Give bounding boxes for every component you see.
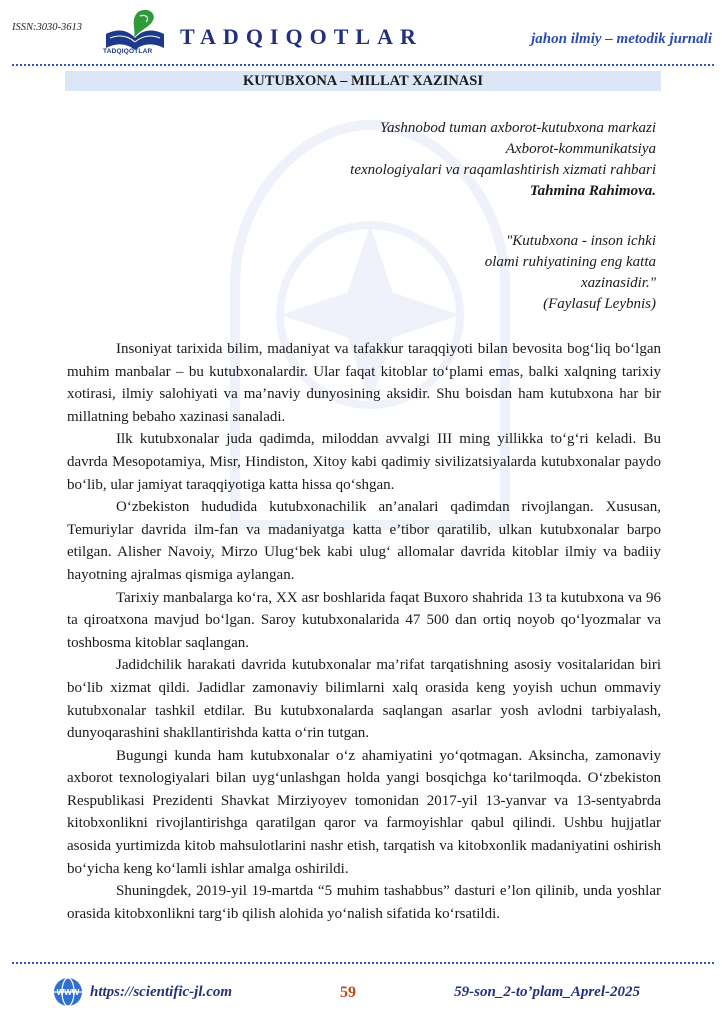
footer-divider xyxy=(12,962,714,964)
issn: ISSN:3030-3613 xyxy=(12,22,82,33)
quote-attribution: (Faylasuf Leybnis) xyxy=(543,296,656,312)
article-body xyxy=(67,338,661,925)
logo-text: TADQIQOTLAR xyxy=(103,48,153,55)
issue-info: 59-son_2-to’plam_Aprel-2025 xyxy=(454,984,640,1000)
journal-name: TADQIQOTLAR xyxy=(180,24,423,49)
paragraph: Ilk kutubxonalar juda qadimda, miloddan avvalgi III ming yillikka to‘g‘ri keladi. Bu davrda Mesopotamiya, Misr, Hindiston, Xitoy kabi qadimiy sivilizatsiyalarda kutubxonalar paydo bo‘lib, ular jamiyat taraqqiyotiga katta hissa qo‘shgan. xyxy=(67,431,661,493)
author-name: Tahmina Rahimova. xyxy=(529,183,656,199)
epigraph-quote xyxy=(485,231,656,315)
author-line: Yashnobod tuman axborot-kutubxona markazi xyxy=(380,120,656,136)
author-line: Axborot-kommunikatsiya xyxy=(505,141,656,157)
globe-label: WWW xyxy=(56,988,80,997)
paragraph: Jadidchilik harakati davrida kutubxonalar ma’rifat tarqatishning asosiy vositalaridan biri bo‘lib xizmat qildi. Jadidlar zamonaviy bilimlarni xalq orasida keng yoyish uchun ommaviy kutubxonalar tashkil etdilar. Bu kutubxonalarda saqlangan asarlar yosh avlodni tarbiyalash, dunyoqarashini shakllantirishda katta o‘rin tutgan. xyxy=(67,657,661,742)
journal-url-link[interactable]: https://scientific-jl.com xyxy=(90,984,233,1000)
page-header xyxy=(0,0,726,66)
paragraph: Bugungi kunda ham kutubxonalar o‘z ahamiyatini yo‘qotmagan. Aksincha, zamonaviy axborot texnologiyalari bilan uyg‘unlashgan holda yangi bosqichga ko‘tarilmoqda. O‘zbekiston Respublikasi Prezidenti Shavkat Mirziyoyev tomonidan 2017-yil 13-yanvar va 13-sentyabrda kitobxonlikni rivojlantirishga qaratilgan qaror va farmoyishlar qabul qilindi. Ushbu hujjatlar asosida yurtimizda kitob mahsulotlarini nashr etish, tarqatish va kitobxonlik madaniyatini oshirish bo‘yicha keng ko‘lamli ishlar amalga oshirildi. xyxy=(67,747,661,877)
paragraph: Tarixiy manbalarga ko‘ra, XX asr boshlarida faqat Buxoro shahrida 13 ta kutubxona va 96 ta qiroatxona mavjud bo‘lgan. Saroy kutubxonalarida 47 500 dan ortiq noyob qo‘lyozmalar va toshbosma kitoblar saqlangan. xyxy=(67,589,661,651)
paragraph: Insoniyat tarixida bilim, madaniyat va tafakkur taraqqiyoti bilan bevosita bog‘liq bo‘lgan muhim manbalar – bu kutubxonalardir. Ular faqat kitoblar to‘plami emas, balki xalqning tarixiy xotirasi, ilmiy salohiyati va ma’naviy dunyosining aksidir. Shu boisdan ham kutubxona har bir millatning bebaho xazinasi sanaladi. xyxy=(67,341,661,425)
article-title: KUTUBXONA – MILLAT XAZINASI xyxy=(65,71,661,91)
quote-line: xazinasidir." xyxy=(580,275,656,291)
page-number: 59 xyxy=(340,984,356,1001)
author-line: texnologiyalari va raqamlashtirish xizmati rahbari xyxy=(350,162,656,178)
quote-line: "Kutubxona - inson ichki xyxy=(505,233,656,249)
paragraph: O‘zbekiston hududida kutubxonachilik an’analari qadimdan rivojlangan. Xususan, Temuriylar davrida ilm-fan va madaniyatga katta e’tibor qaratilib, ulkan kutubxonalar barpo etilgan. Alisher Navoiy, Mirzo Ulug‘bek kabi ulug‘ allomalar davrida kitoblar ilmiy va badiiy hayotning ajralmas qismiga aylangan. xyxy=(67,499,661,583)
quote-line: olami ruhiyatining eng katta xyxy=(484,254,656,270)
author-block xyxy=(350,118,656,202)
globe-icon xyxy=(52,976,84,1008)
journal-subtitle: jahon ilmiy – metodik jurnali xyxy=(531,31,712,47)
paragraph: Shuningdek, 2019-yil 19-martda “5 muhim tashabbus” dasturi e’lon qilinib, unda yoshlar orasida kitobxonlikni targ‘ib qilish alohida yo‘nalish sifatida ko‘rsatildi. xyxy=(67,883,661,922)
header-divider xyxy=(12,64,714,66)
